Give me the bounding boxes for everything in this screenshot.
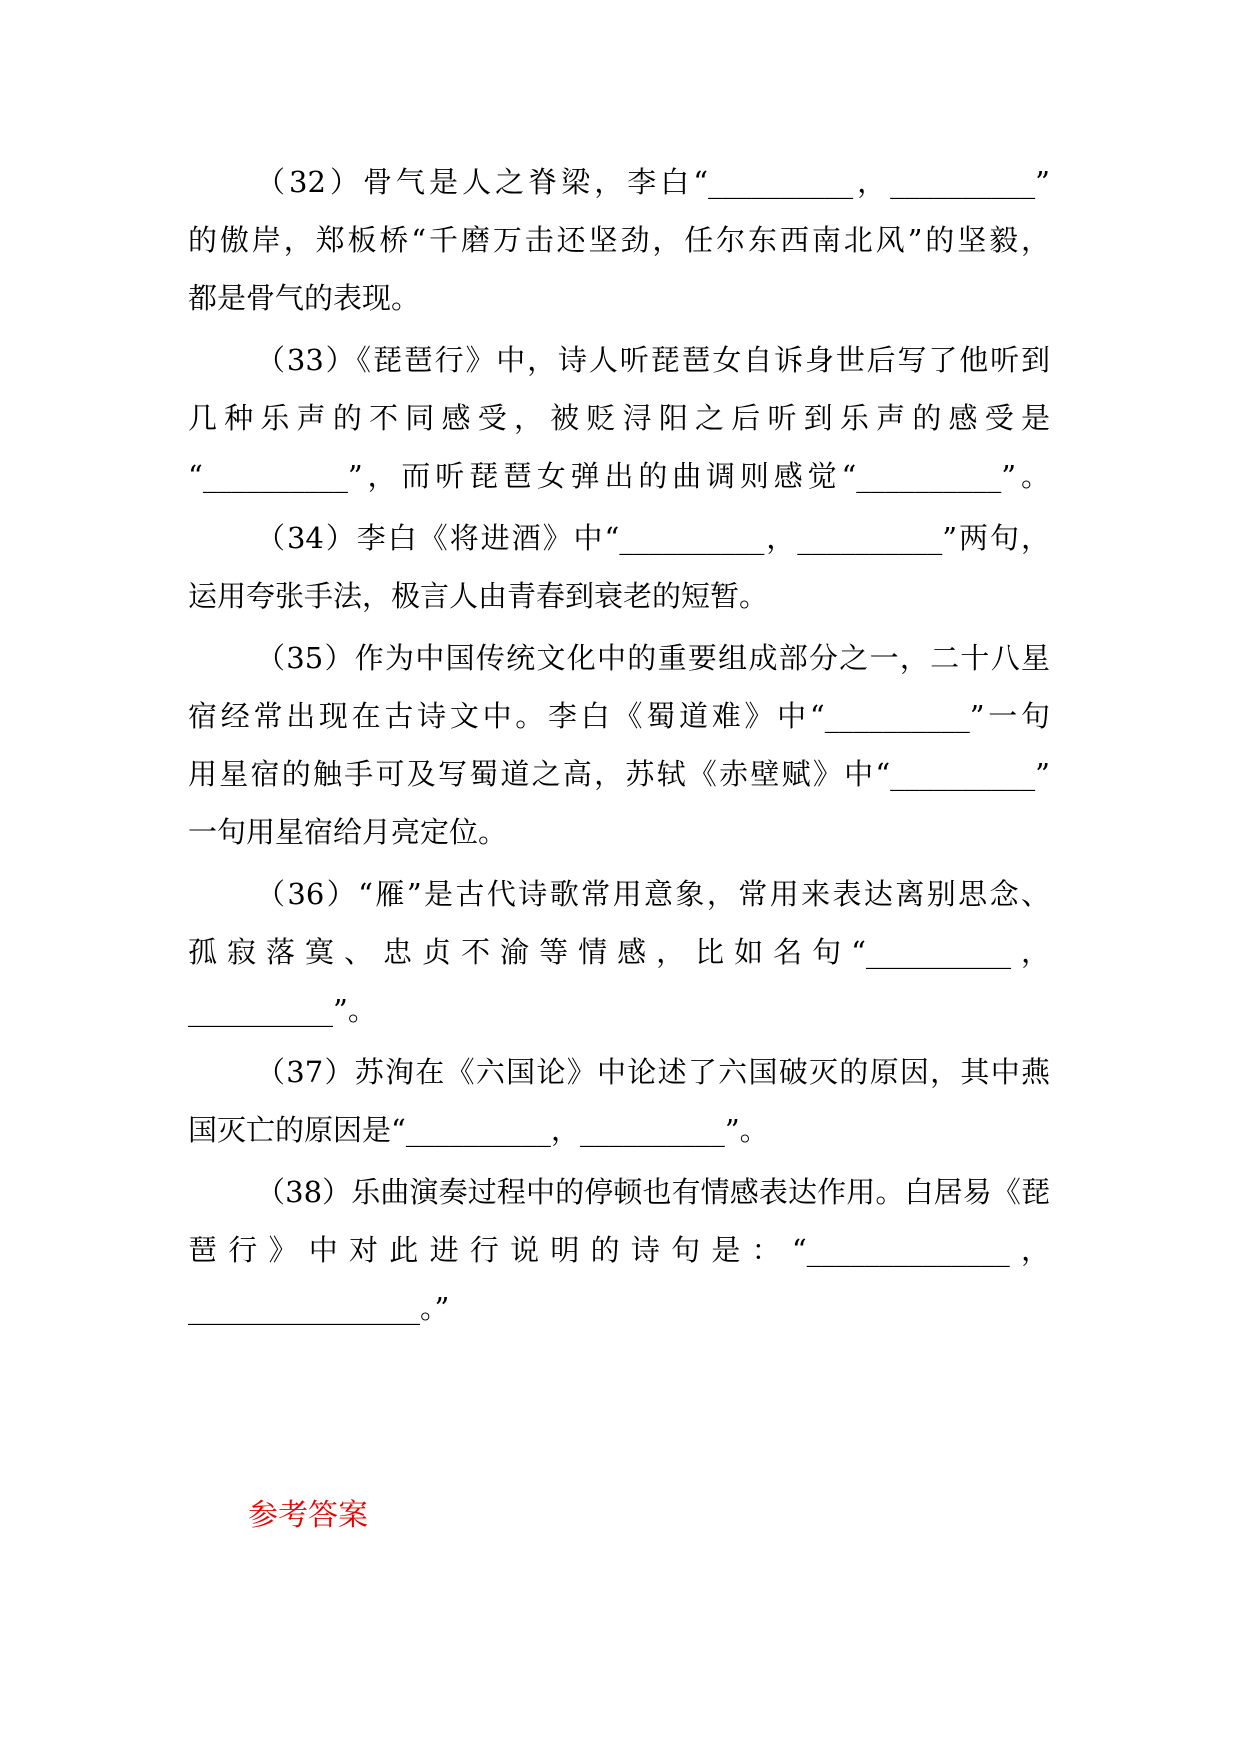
question-32-line-3: 都是骨气的表现。 xyxy=(188,281,421,315)
question-32-line-2: 的傲岸，郑板桥“千磨万击还坚劲，任尔东西南北风”的坚毅， xyxy=(188,223,1050,257)
question-34-line-2: 运用夸张手法，极言人由青春到衰老的短暂。 xyxy=(188,579,769,613)
question-36-line-1: （36）“雁”是古代诗歌常用意象，常用来表达离别思念、 xyxy=(256,877,1050,911)
question-33-line-1: （33）《琵琶行》中，诗人听琵琶女自诉身世后写了他听到 xyxy=(256,343,1050,377)
question-36-line-2: 孤寂落寞、忠贞不渝等情感，比如名句“__________， xyxy=(188,935,1050,969)
question-38-line-3: ________________。” xyxy=(188,1291,450,1325)
question-36-line-3: __________”。 xyxy=(188,993,377,1027)
question-34-line-1: （34）李白《将进酒》中“__________，__________”两句， xyxy=(256,521,1050,555)
question-35-line-3: 用星宿的触手可及写蜀道之高，苏轼《赤壁赋》中“__________” xyxy=(188,757,1050,791)
question-33-line-2: 几种乐声的不同感受，被贬浔阳之后听到乐声的感受是 xyxy=(188,401,1050,435)
question-37-line-2: 国灭亡的原因是“__________，__________”。 xyxy=(188,1113,769,1147)
question-35-line-4: 一句用星宿给月亮定位。 xyxy=(188,815,508,849)
question-32-line-1: （32）骨气是人之脊梁，李白“__________，__________” xyxy=(256,165,1050,199)
question-38-line-1: （38）乐曲演奏过程中的停顿也有情感表达作用。白居易《琵 xyxy=(256,1175,1050,1209)
question-33-line-3: “__________”，而听琵琶女弹出的曲调则感觉“__________”。 xyxy=(188,459,1050,493)
question-35-line-2: 宿经常出现在古诗文中。李白《蜀道难》中“__________”一句 xyxy=(188,699,1050,733)
question-38-line-2: 琶行》中对此进行说明的诗句是：“______________， xyxy=(188,1233,1050,1267)
question-35-line-1: （35）作为中国传统文化中的重要组成部分之一，二十八星 xyxy=(256,641,1050,675)
answer-heading: 参考答案 xyxy=(248,1498,368,1533)
question-37-line-1: （37）苏洵在《六国论》中论述了六国破灭的原因，其中燕 xyxy=(256,1055,1050,1089)
